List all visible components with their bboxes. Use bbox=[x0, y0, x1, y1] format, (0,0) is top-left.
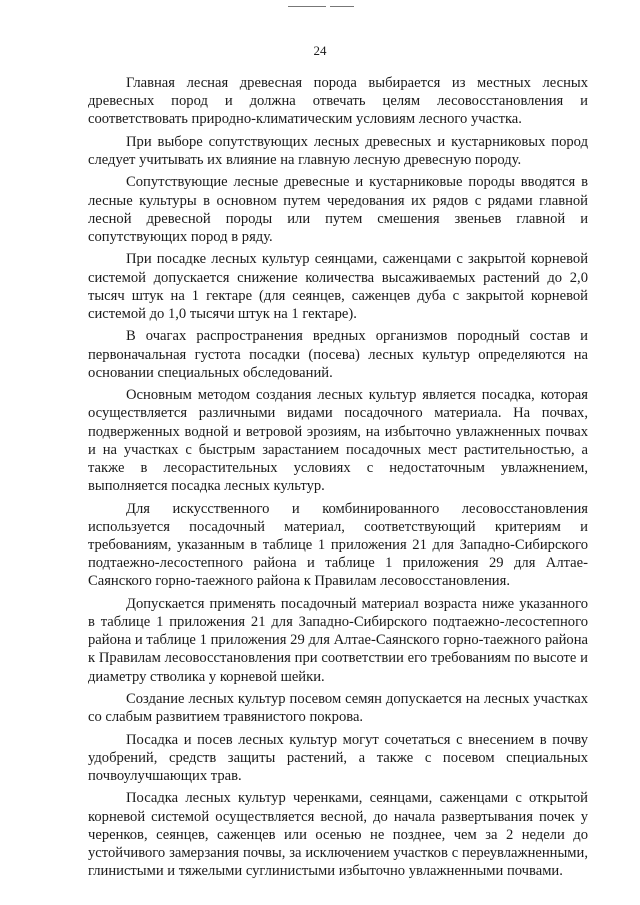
paragraph: Основным методом создания лесных культур является посадка, которая осуществляется различными видами посадочного материала. На почвах, подверженных водной и ветровой эрозиям, на избыточно увлажненных почвах и на участках с быстрым зарастанием посадочных мест растительностью, а также в лесорастительных условиях с недостаточным увлажнением, выполняется посадка лесных культур. bbox=[88, 387, 588, 495]
paragraph: Посадка и посев лесных культур могут сочетаться с внесением в почву удобрений, средств защиты растений, а также с посевом специальных почвоулучшающих трав. bbox=[88, 731, 588, 784]
paragraph: Создание лесных культур посевом семян допускается на лесных участках со слабым развитием травянистого покрова. bbox=[88, 691, 588, 726]
top-edge-mark bbox=[288, 6, 326, 7]
paragraph: При посадке лесных культур сеянцами, саженцами с закрытой корневой системой допускается снижение количества высаживаемых растений до 2,0 тысяч штук на 1 гектаре (для сеянцев, саженцев дуба с закрытой корневой системой до 1,0 тысячи штук на 1 гектаре). bbox=[88, 251, 588, 322]
paragraph: В очагах распространения вредных организмов породный состав и первоначальная густота посадки (посева) лесных культур определяются на основании специальных обследований. bbox=[88, 328, 588, 381]
paragraph: Допускается применять посадочный материал возраста ниже указанного в таблице 1 приложения 21 для Западно-Сибирского подтаежно-лесостепного района и таблице 1 приложения 29 для Алтае-Саянского горно-таежного района к Правилам лесовосстановления при соответствии его требованиям по высоте и диаметру стволика у корневой шейки. bbox=[88, 595, 588, 685]
top-edge-mark bbox=[330, 6, 354, 7]
paragraph: Главная лесная древесная порода выбирается из местных лесных древесных пород и должна отвечать целям лесовосстановления и соответствовать природно-климатическим условиям лесного участка. bbox=[88, 75, 588, 128]
body-text bbox=[88, 74, 588, 885]
paragraph: При выборе сопутствующих лесных древесных и кустарниковых пород следует учитывать их влияние на главную лесную древесную породу. bbox=[88, 133, 588, 168]
paragraph: Сопутствующие лесные древесные и кустарниковые породы вводятся в лесные культуры в основном путем чередования их рядов с рядами главной лесной древесной породы или путем смешения звеньев главной и сопутствующих пород в ряду. bbox=[88, 174, 588, 245]
paragraph: Посадка лесных культур черенками, сеянцами, саженцами с открытой корневой системой осуществляется весной, до начала развертывания почек у черенков, сеянцев, саженцев или осенью не позднее, чем за 2 недели до устойчивого замерзания почвы, за исключением участков с переувлажненными, глинистыми и тяжелыми суглинистыми избыточно увлажненными почвами. bbox=[88, 790, 588, 880]
paragraph: Для искусственного и комбинированного лесовосстановления используется посадочный материал, соответствующий критериям и требованиям, указанным в таблице 1 приложения 21 для Западно-Сибирского подтаежно-лесостепного района и таблице 1 приложения 29 для Алтае-Саянского горно-таежного района к Правилам лесовосстановления. bbox=[88, 500, 588, 590]
page-number: 24 bbox=[313, 43, 327, 58]
